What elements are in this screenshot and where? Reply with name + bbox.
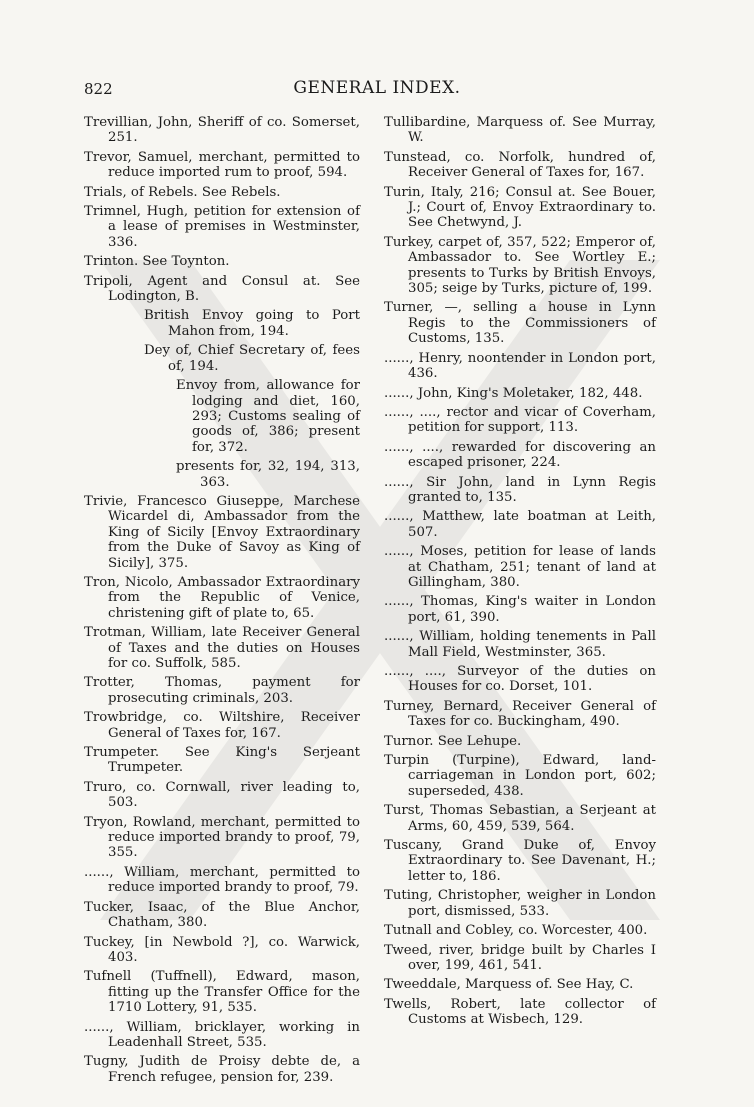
index-entry: Tugny, Judith de Proisy debte de, a French refugee, pension for, 239. (84, 1054, 360, 1085)
running-head: GENERAL INDEX. (293, 78, 461, 98)
index-entry: Trivie, Francesco Giuseppe, Marchese Wicardel di, Ambassador from the King of Sicily [Envoy Extraordinary from the Duke of Savoy as King of Sicily], 375. (84, 493, 360, 571)
index-entry: Turnor. See Lehupe. (384, 733, 522, 749)
index-entry: Turin, Italy, 216; Consul at. See Bouer, J.; Court of, Envoy Extraordinary to. See Chetwynd, J. (384, 184, 656, 231)
index-entry: Turney, Bernard, Receiver General of Taxes for co. Buckingham, 490. (384, 698, 656, 730)
index-entry: Tunstead, co. Norfolk, hundred of, Receiver General of Taxes for, 167. (384, 149, 656, 181)
index-entry: Tuscany, Grand Duke of, Envoy Extraordinary to. See Davenant, H.; letter to, 186. (384, 838, 656, 884)
index-entry: Tweeddale, Marquess of. See Hay, C. (384, 977, 634, 993)
index-entry: Tucker, Isaac, of the Blue Anchor, Chatham, 380. (84, 899, 360, 931)
index-entry: Tuckey, [in Newbold ?], co. Warwick, 403. (84, 934, 360, 965)
index-entry: ......, ...., rewarded for discovering an escaped prisoner, 224. (384, 439, 656, 471)
right-column (384, 115, 656, 1032)
index-entry: presents for, 32, 194, 313, 363. (176, 459, 360, 490)
index-entry: Trials, of Rebels. See Rebels. (84, 184, 281, 200)
page-number: 822 (84, 80, 113, 98)
index-entry: Trumpeter. See King's Serjeant Trumpeter. (84, 745, 360, 776)
index-entry: Tweed, river, bridge built by Charles I over, 199, 461, 541. (384, 942, 656, 973)
index-entry: Trevor, Samuel, merchant, permitted to reduce imported rum to proof, 594. (84, 149, 360, 181)
index-entry: ......, John, King's Moletaker, 182, 448. (384, 385, 643, 401)
index-entry: Tuting, Christopher, weigher in London port, dismissed, 533. (384, 888, 656, 919)
index-entry: ......, ...., rector and vicar of Coverham, petition for support, 113. (384, 404, 656, 436)
index-entry: Trotter, Thomas, payment for prosecuting criminals, 203. (84, 675, 360, 706)
index-entry: Tryon, Rowland, merchant, permitted to reduce imported brandy to proof, 79, 355. (84, 814, 360, 861)
index-entry: Twells, Robert, late collector of Customs at Wisbech, 129. (384, 996, 656, 1028)
index-entry: Truro, co. Cornwall, river leading to, 503. (84, 779, 360, 811)
index-entry: Dey of, Chief Secretary of, fees of, 194. (144, 343, 360, 374)
index-entry: ......, Matthew, late boatman at Leith, 507. (384, 509, 656, 540)
index-entry: Turpin (Turpine), Edward, land-carriageman in London port, 602; superseded, 438. (384, 753, 656, 799)
index-entry: Turkey, carpet of, 357, 522; Emperor of, Ambassador to. See Wortley E.; presents to Turks by British Envoys, 305; seige by Turks, picture of, 199. (384, 234, 656, 297)
index-entry: Trinton. See Toynton. (84, 254, 230, 270)
index-entry: ......, Thomas, King's waiter in London port, 61, 390. (384, 594, 656, 625)
index-entry: ......, ...., Surveyor of the duties on Houses for co. Dorset, 101. (384, 664, 656, 695)
index-entry: Turner, —, selling a house in Lynn Regis to the Commissioners of Customs, 135. (384, 300, 656, 347)
index-entry: British Envoy going to Port Mahon from, 194. (144, 308, 360, 339)
index-entry: ......, William, holding tenements in Pall Mall Field, Westminster, 365. (384, 629, 656, 660)
index-entry: Trimnel, Hugh, petition for extension of a lease of premises in Westminster, 336. (84, 204, 360, 250)
left-column (84, 115, 360, 1089)
index-entry: Trevillian, John, Sheriff of co. Somerset, 251. (84, 115, 360, 146)
index-entry: ......, Sir John, land in Lynn Regis granted to, 135. (384, 474, 656, 505)
index-entry: Tripoli, Agent and Consul at. See Lodington, B. (84, 273, 360, 305)
index-entry: ......, William, merchant, permitted to reduce imported brandy to proof, 79. (84, 864, 360, 896)
index-entry: ......, Henry, noontender in London port, 436. (384, 350, 656, 382)
index-entry: Trowbridge, co. Wiltshire, Receiver General of Taxes for, 167. (84, 710, 360, 741)
index-entry: Envoy from, allowance for lodging and diet, 160, 293; Customs sealing of goods of, 386; present for, 372. (176, 378, 360, 455)
index-entry: Trotman, William, late Receiver General of Taxes and the duties on Houses for co. Suffolk, 585. (84, 625, 360, 671)
index-entry: Tutnall and Cobley, co. Worcester, 400. (384, 923, 648, 939)
index-entry: Turst, Thomas Sebastian, a Serjeant at Arms, 60, 459, 539, 564. (384, 803, 656, 834)
index-entry: ......, William, bricklayer, working in Leadenhall Street, 535. (84, 1019, 360, 1050)
index-entry: Tullibardine, Marquess of. See Murray, W. (384, 115, 656, 146)
index-entry: Tufnell (Tuffnell), Edward, mason, fitting up the Transfer Office for the 1710 Lottery, 91, 535. (84, 969, 360, 1016)
index-entry: ......, Moses, petition for lease of lands at Chatham, 251; tenant of land at Gillingham, 380. (384, 544, 656, 590)
index-entry: Tron, Nicolo, Ambassador Extraordinary from the Republic of Venice, christening gift of plate to, 65. (84, 574, 360, 621)
